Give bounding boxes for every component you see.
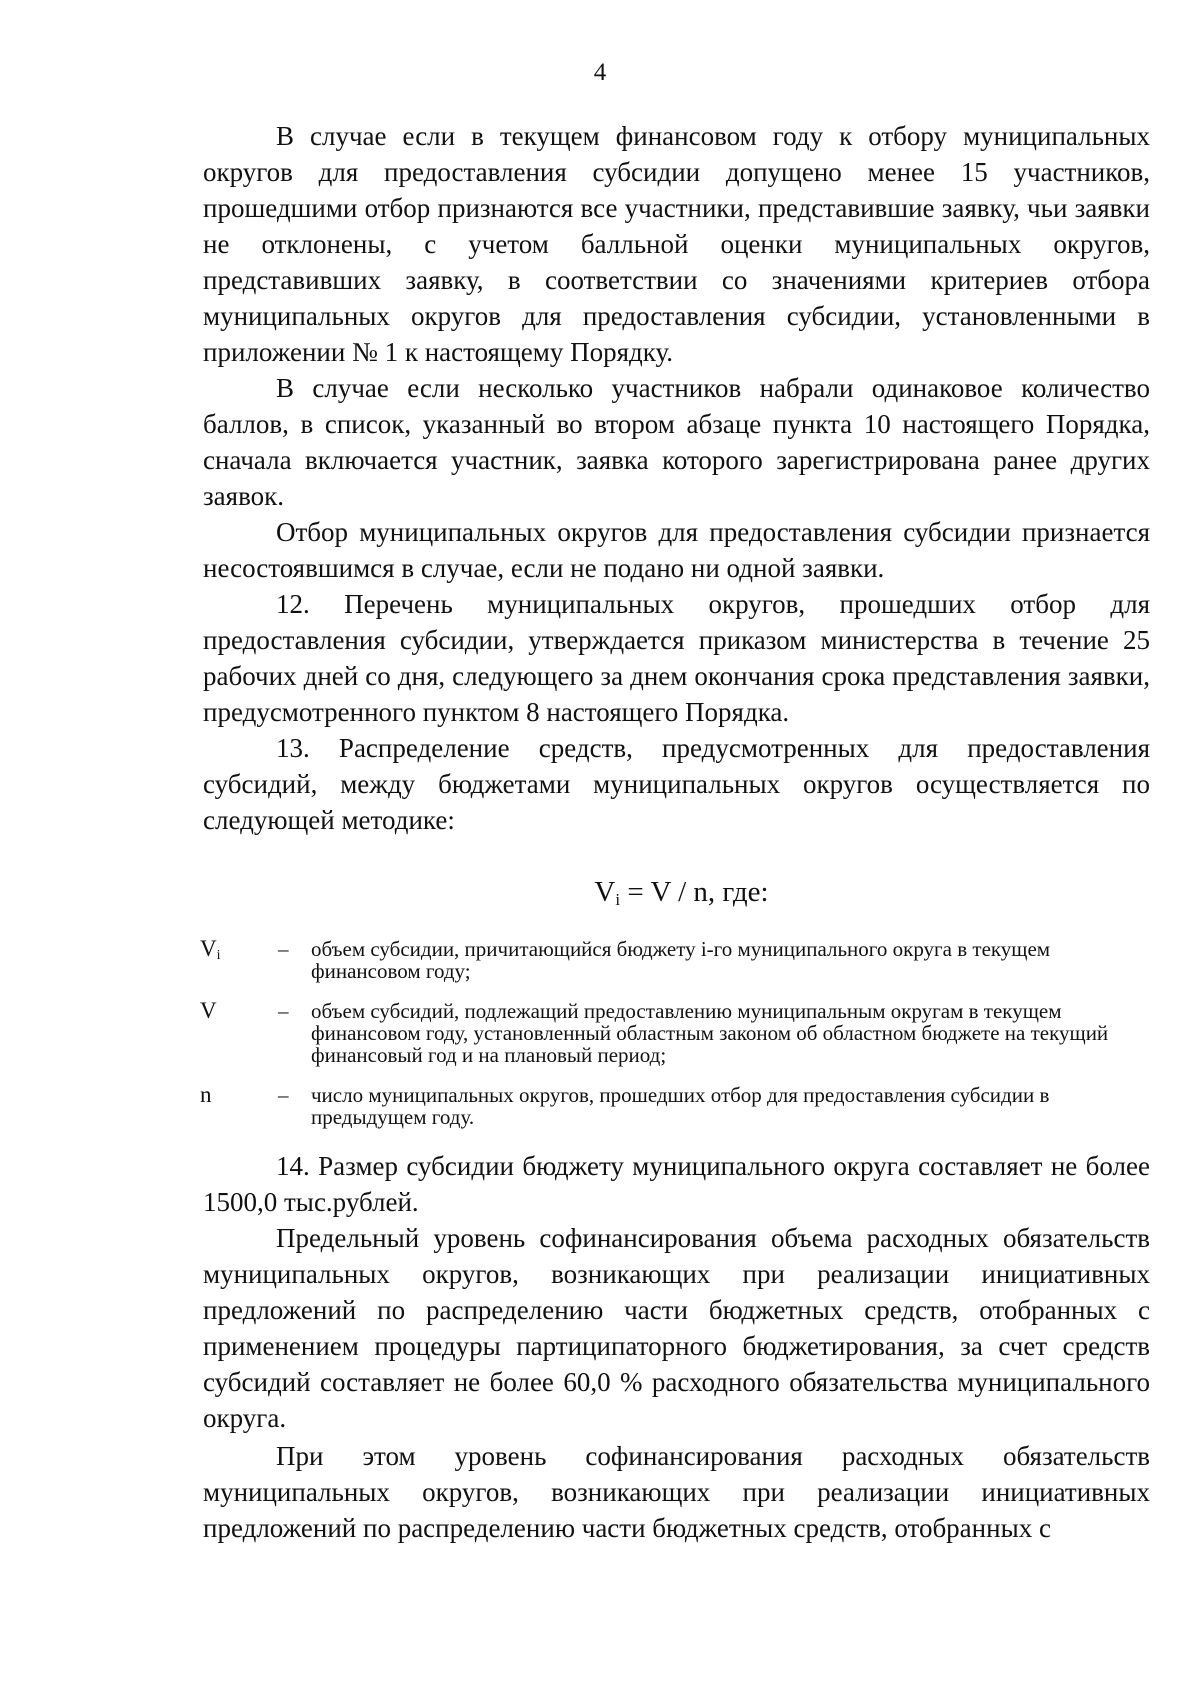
- paragraph-item-13: 13. Распределение средств, предусмотренных для предоставления субсидий, между бюджетами муниципальных округов осуществляется по следующей методике:: [203, 733, 1150, 835]
- definition-symbol: [200, 1000, 278, 1066]
- definition-text: объем субсидий, подлежащий предоставлению муниципальным округам в текущем финансовом году, установленный областным законом об областном бюджете на текущий финансовый год и на плановый период;: [311, 999, 1109, 1067]
- symbol-text: n: [200, 1082, 212, 1107]
- symbol-text: V: [200, 936, 217, 961]
- paragraph-item-14: 14. Размер субсидии бюджету муниципального округа составляет не более 1500,0 тыс.рублей.: [203, 1151, 1150, 1217]
- definition-row: [200, 1084, 1150, 1128]
- definition-symbol: [200, 938, 278, 982]
- formula-rhs: = V / n, где:: [620, 876, 769, 908]
- formula-definitions: [200, 938, 1150, 1128]
- definition-text: объем субсидии, причитающийся бюджету i-го муниципального округа в текущем финансовом году;: [311, 937, 1051, 983]
- paragraph: Предельный уровень софинансирования объема расходных обязательств муниципальных округов, возникающих при реализации инициативных предложений по распределению части бюджетных средств, отобранных с применением процедуры партиципаторного бюджетирования, за счет средств субсидий составляет не более 60,0 % расходного обязательства муниципального округа.: [203, 1223, 1150, 1433]
- formula-lhs-subscript: i: [615, 890, 621, 909]
- definition-row: [200, 938, 1150, 982]
- document-body: [200, 118, 1150, 1546]
- definition-text: число муниципальных округов, прошедших отбор для предоставления субсидии в предыдущем году.: [311, 1083, 1050, 1129]
- paragraph-item-12: 12. Перечень муниципальных округов, прошедших отбор для предоставления субсидии, утверждается приказом министерства в течение 25 рабочих дней со дня, следующего за днем окончания срока представления заявки, предусмотренного пунктом 8 настоящего Порядка.: [203, 589, 1150, 727]
- definition-dash: –: [278, 937, 289, 961]
- symbol-text: V: [200, 998, 217, 1023]
- definition-dash: –: [278, 1083, 289, 1107]
- paragraph: В случае если в текущем финансовом году к отбору муниципальных округов для предоставления субсидии допущено менее 15 участников, прошедшими отбор признаются все участники, представившие заявку, чьи заявки не отклонены, с учетом балльной оценки муниципальных округов, представивших заявку, в соответствии со значениями критериев отбора муниципальных округов для предоставления субсидии, установленными в приложении № 1 к настоящему Порядку.: [203, 121, 1150, 367]
- formula-lhs: V: [594, 876, 616, 908]
- symbol-subscript: i: [216, 948, 221, 963]
- definition-row: [200, 1000, 1150, 1066]
- paragraph: Отбор муниципальных округов для предоставления субсидии признается несостоявшимся в случае, если не подано ни одной заявки.: [203, 517, 1150, 583]
- formula: [203, 874, 1150, 910]
- paragraph: При этом уровень софинансирования расходных обязательств муниципальных округов, возникающих при реализации инициативных предложений по распределению части бюджетных средств, отобранных с: [203, 1441, 1150, 1543]
- definition-dash: –: [278, 999, 289, 1023]
- definition-symbol: [200, 1084, 278, 1128]
- paragraph: В случае если несколько участников набрали одинаковое количество баллов, в список, указанный во втором абзаце пункта 10 настоящего Порядка, сначала включается участник, заявка которого зарегистрирована ранее других заявок.: [203, 373, 1150, 511]
- page-number: 4: [593, 59, 607, 86]
